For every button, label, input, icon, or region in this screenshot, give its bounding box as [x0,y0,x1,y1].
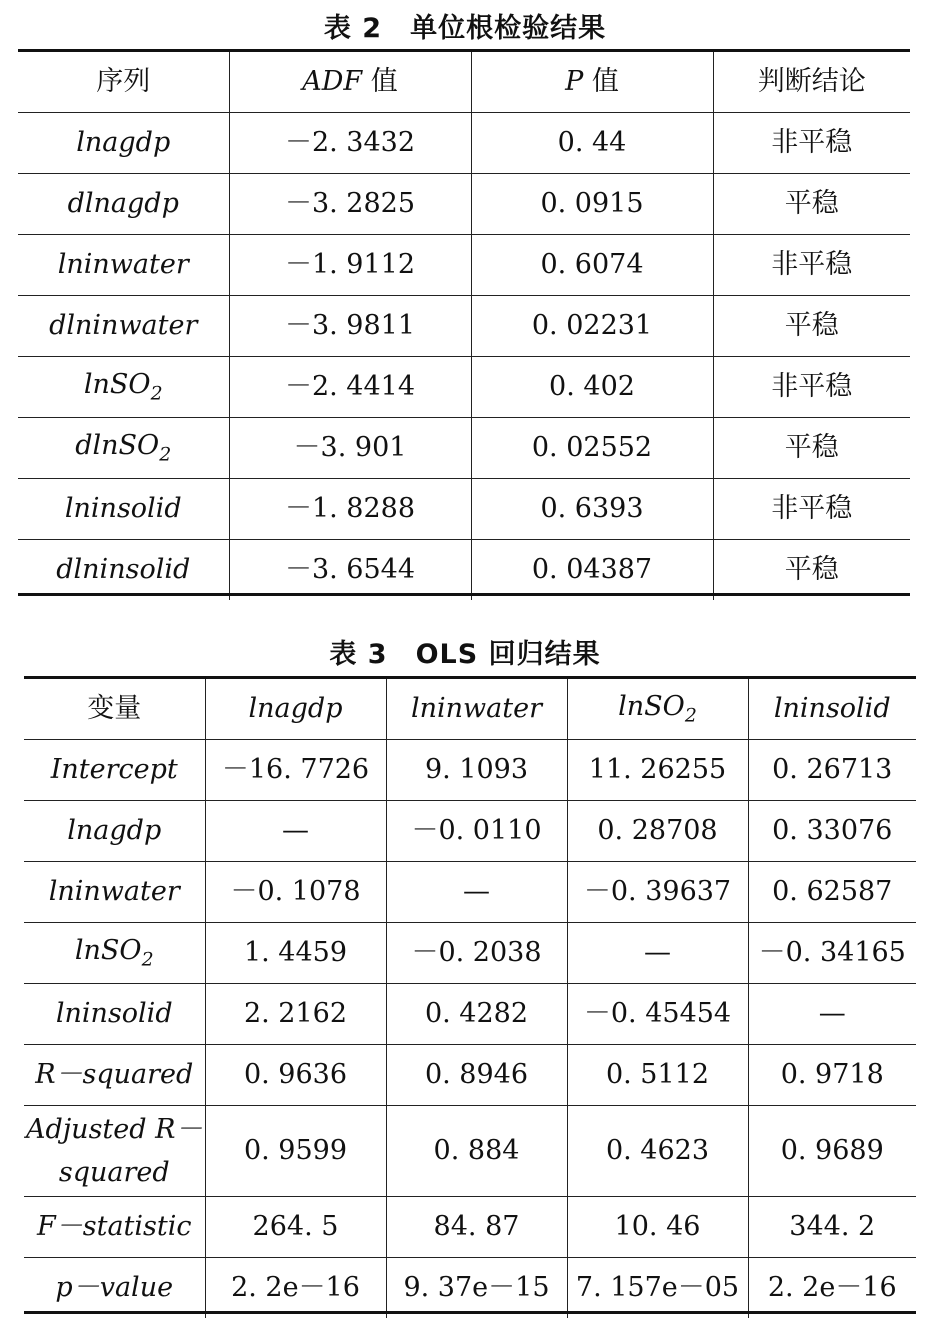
cell-value: 0. 33076 [748,801,916,862]
table-row [24,1258,916,1319]
cell-value: 11. 26255 [567,740,748,801]
cell-value: 10. 46 [567,1197,748,1258]
table-header-row [18,52,910,113]
cell-value: 0. 4623 [567,1106,748,1197]
series-name: lninsolid [18,479,229,540]
header-adf: ADF 值 [229,52,471,113]
adf-value: －3. 901 [229,418,471,479]
series-name: lnagdp [18,113,229,174]
series-name: dlninsolid [18,540,229,601]
p-value: 0. 02231 [471,296,713,357]
p-value: 0. 6393 [471,479,713,540]
table-row [24,923,916,984]
cell-value: 0. 5112 [567,1045,748,1106]
header-lnso2: lnSO$_2$ [567,679,748,740]
table2-bottom-rule [18,593,910,596]
row-label: F－statistic [24,1197,205,1258]
header-conclusion: 判断结论 [713,52,910,113]
table3-ols-regression [24,679,916,1318]
series-name: dlnSO$_2$ [18,418,229,479]
conclusion: 非平稳 [713,113,910,174]
cell-value: — [748,984,916,1045]
cell-value: 2. 2e－16 [748,1258,916,1319]
cell-value: －0. 2038 [386,923,567,984]
header-series: 序列 [96,66,151,98]
cell-value: －16. 7726 [205,740,386,801]
table-row [24,740,916,801]
row-label: lninsolid [24,984,205,1045]
row-label: lnSO$_2$ [24,923,205,984]
cell-value: 1. 4459 [205,923,386,984]
cell-value: — [205,801,386,862]
cell-value: 0. 8946 [386,1045,567,1106]
cell-value: 84. 87 [386,1197,567,1258]
cell-value: －0. 39637 [567,862,748,923]
cell-value: 9. 1093 [386,740,567,801]
p-value: 0. 6074 [471,235,713,296]
cell-value: －0. 1078 [205,862,386,923]
table2-caption [0,6,930,45]
header-lninsolid: lninsolid [748,679,916,740]
series-name: dlninwater [18,296,229,357]
conclusion: 非平稳 [713,235,910,296]
table3-bottom-rule [24,1311,916,1314]
table-row [24,862,916,923]
cell-value: 0. 9636 [205,1045,386,1106]
header-p: P 值 [471,52,713,113]
adf-value: －3. 6544 [229,540,471,601]
cell-value: －0. 0110 [386,801,567,862]
conclusion: 平稳 [713,540,910,601]
row-label: lninwater [24,862,205,923]
cell-value: 9. 37e－15 [386,1258,567,1319]
row-label: Adjusted R－squared [24,1106,205,1197]
cell-value: 0. 884 [386,1106,567,1197]
row-label: p－value [24,1258,205,1319]
table-row [24,1197,916,1258]
table-row [18,479,910,540]
table-header-row [24,679,916,740]
adf-value: －2. 4414 [229,357,471,418]
table-row [18,540,910,601]
cell-value: — [567,923,748,984]
series-name: lninwater [18,235,229,296]
table3-caption-number: 表 3 [329,639,388,670]
cell-value: — [386,862,567,923]
cell-value: －0. 45454 [567,984,748,1045]
table2-unit-root-test [18,52,910,600]
p-value: 0. 0915 [471,174,713,235]
cell-value: 0. 9689 [748,1106,916,1197]
adf-value: －3. 2825 [229,174,471,235]
p-value: 0. 44 [471,113,713,174]
cell-value: 0. 62587 [748,862,916,923]
adf-value: －1. 8288 [229,479,471,540]
table-row [18,113,910,174]
adf-value: －2. 3432 [229,113,471,174]
cell-value: 2. 2e－16 [205,1258,386,1319]
table-row [18,418,910,479]
cell-value: 0. 26713 [748,740,916,801]
p-value: 0. 402 [471,357,713,418]
series-name: dlnagdp [18,174,229,235]
row-label: lnagdp [24,801,205,862]
table2-caption-number: 表 2 [323,13,383,44]
adf-value: －1. 9112 [229,235,471,296]
table-row [18,235,910,296]
series-name: lnSO$_2$ [18,357,229,418]
cell-value: 2. 2162 [205,984,386,1045]
cell-value: 0. 9718 [748,1045,916,1106]
row-label: R－squared [24,1045,205,1106]
conclusion: 平稳 [713,174,910,235]
adf-value: －3. 9811 [229,296,471,357]
cell-value: 264. 5 [205,1197,386,1258]
cell-value: 0. 4282 [386,984,567,1045]
cell-value: 7. 157e－05 [567,1258,748,1319]
table-row [24,801,916,862]
p-value: 0. 04387 [471,540,713,601]
header-lninwater: lninwater [386,679,567,740]
conclusion: 非平稳 [713,479,910,540]
table-row [18,296,910,357]
cell-value: 0. 28708 [567,801,748,862]
cell-value: 0. 9599 [205,1106,386,1197]
conclusion: 非平稳 [713,357,910,418]
header-variable: 变量 [87,693,142,725]
cell-value: 344. 2 [748,1197,916,1258]
conclusion: 平稳 [713,296,910,357]
table2-caption-title: 单位根检验结果 [410,13,607,44]
conclusion: 平稳 [713,418,910,479]
table-row [24,984,916,1045]
table-row [24,1106,916,1197]
p-value: 0. 02552 [471,418,713,479]
table-row [24,1045,916,1106]
table3-caption [0,632,930,671]
table3-caption-title: OLS 回归结果 [415,639,601,670]
cell-value: －0. 34165 [748,923,916,984]
header-lnagdp: lnagdp [205,679,386,740]
table-row [18,174,910,235]
table-row [18,357,910,418]
row-label: Intercept [24,740,205,801]
